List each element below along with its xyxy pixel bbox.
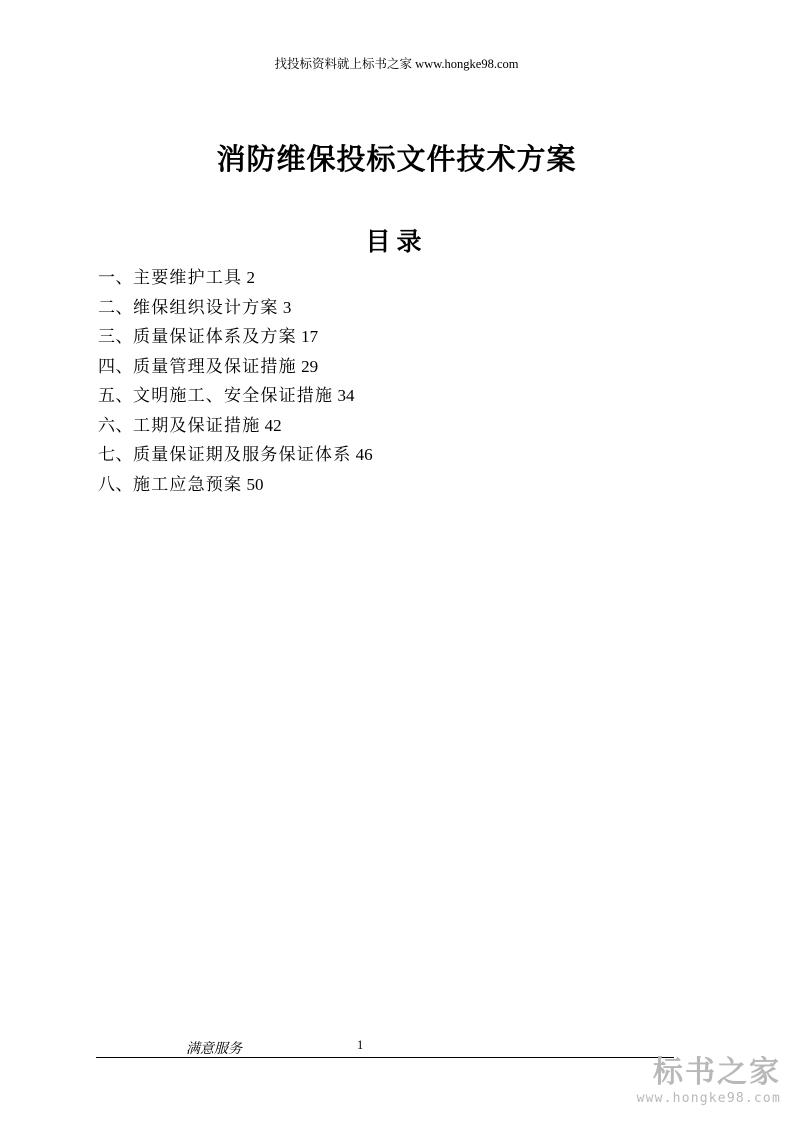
toc-entry[interactable]: [98, 322, 718, 352]
watermark: [637, 1056, 781, 1108]
toc-entry-number: 八、: [98, 474, 133, 494]
toc-entry-page: 46: [355, 445, 373, 464]
toc-entry[interactable]: [98, 381, 718, 411]
toc-entry-label: 文明施工、安全保证措施: [133, 386, 334, 405]
footer-page-number: 1: [357, 1038, 364, 1052]
header-note: 找投标资料就上标书之家 www.hongke98.com: [274, 57, 519, 71]
toc-entry-page: 42: [264, 415, 282, 435]
toc-list: [98, 263, 718, 499]
toc-entry-label: 质量保证期及服务保证体系: [133, 445, 352, 464]
footer-divider: [96, 1057, 674, 1058]
toc-entry-label: 质量管理及保证措施: [133, 356, 297, 376]
page-title: 消防维保投标文件技术方案: [216, 142, 577, 176]
toc-entry-label: 质量保证体系及方案: [133, 327, 297, 346]
watermark-url: www.hongke98.com: [636, 1091, 781, 1106]
toc-entry-number: 四、: [98, 356, 133, 376]
toc-entry-label: 维保组织设计方案: [133, 297, 279, 317]
toc-entry-number: 二、: [98, 297, 133, 317]
toc-entry-label: 主要维护工具: [133, 268, 243, 287]
toc-entry-page: 17: [301, 327, 319, 346]
toc-entry[interactable]: [98, 293, 718, 323]
toc-entry-number: 七、: [98, 445, 133, 464]
watermark-title: 标书之家: [653, 1055, 781, 1090]
toc-entry[interactable]: [98, 352, 718, 382]
toc-entry-page: 50: [246, 474, 264, 494]
toc-entry-number: 五、: [98, 386, 133, 405]
toc-entry-number: 六、: [98, 415, 133, 435]
footer-left-text: 满意服务: [186, 1042, 242, 1057]
toc-entry-number: 三、: [98, 327, 133, 346]
toc-entry-page: 3: [282, 297, 292, 317]
toc-entry[interactable]: [98, 470, 718, 500]
toc-entry-number: 一、: [98, 268, 133, 287]
toc-entry-page: 29: [301, 356, 319, 376]
toc-entry[interactable]: [98, 263, 718, 293]
toc-entry[interactable]: [98, 440, 718, 470]
toc-entry[interactable]: [98, 411, 718, 441]
toc-entry-page: 2: [246, 268, 255, 287]
toc-entry-label: 施工应急预案: [133, 474, 243, 494]
toc-heading: 目录: [365, 229, 428, 256]
toc-entry-label: 工期及保证措施: [133, 415, 261, 435]
toc-entry-page: 34: [337, 386, 355, 405]
